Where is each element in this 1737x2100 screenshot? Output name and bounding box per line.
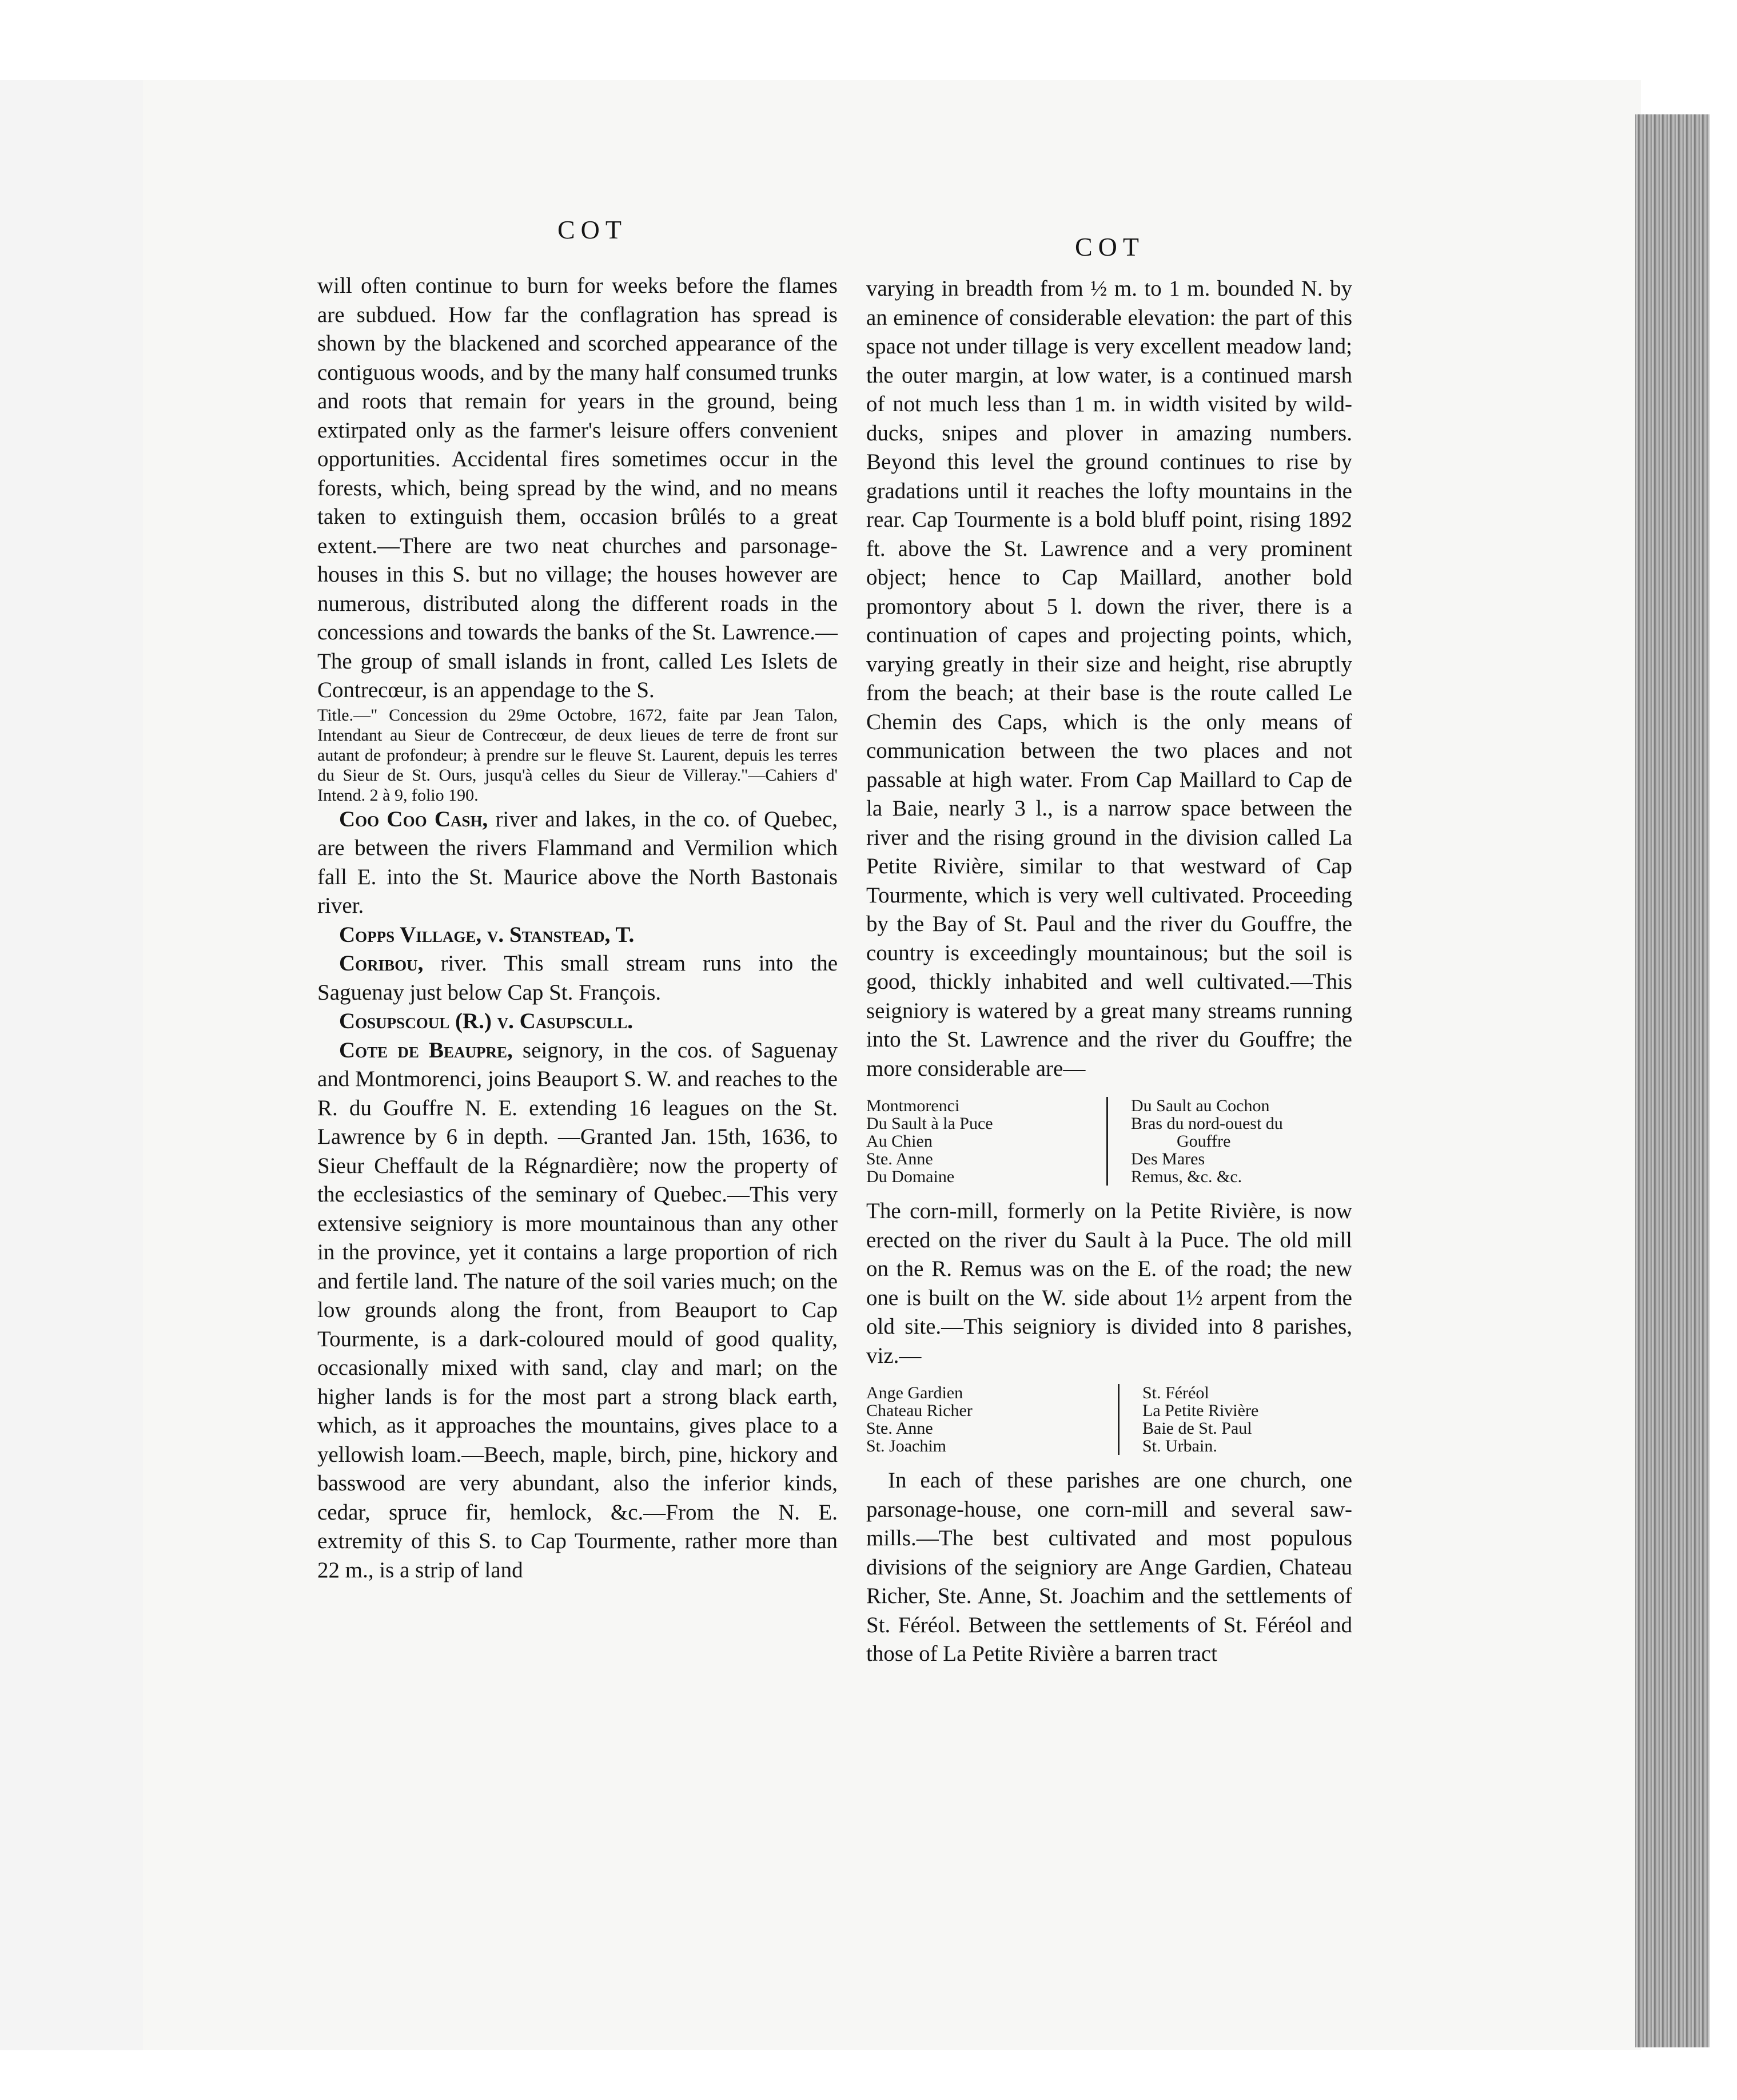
paragraph: In each of these parishes are one church, one parsonage-house, one corn-mill and several saw-mills.—The best cultivated and most populous divisions of the seigniory are Ange Gardien, Chateau Richer, Ste. Anne, St. Joachim and the settlements of St. Féréol. Between the settlements of St. Féréol and those of La Petite Rivière a barren tract — [866, 1468, 1352, 1666]
list-item: Remus, &c. &c. — [1131, 1167, 1242, 1186]
list-item: Des Mares — [1131, 1150, 1205, 1168]
entry-head: Cote de Beaupre, — [339, 1037, 513, 1063]
parishes-right-list — [1118, 1384, 1352, 1455]
list-item: Chateau Richer — [866, 1401, 973, 1420]
list-item: Ste. Anne — [866, 1150, 933, 1168]
list-item: Ange Gardien — [866, 1383, 963, 1402]
list-item: Du Sault au Cochon — [1131, 1096, 1270, 1115]
list-item: St. Féréol — [1142, 1383, 1209, 1402]
entry-text: seignory, in the cos. of Saguenay and Montmorenci, joins Beauport S. W. and reaches to the R. du Gouffre N. E. extending 16 leagues on the St. Lawrence by 6 in depth. —Granted Jan. 15th, 1636, to Sieur Cheffault de la Régnardière; now the property of the ecclesiastics of the seminary of Quebec.—This very extensive seigniory is more mountainous than any other in the province, yet it contains a large proportion of rich and fertile land. The nature of the soil varies much; on the low grounds along the front, from Beauport to Cap Tourmente, is a dark-coloured mould of good quality, occasionally mixed with sand, clay and marl; on the higher lands is for the most part a strong black earth, which, as it approaches the mountains, gives place to a yellowish loam.—Beech, maple, birch, pine, hickory and basswood are very abundant, also the inferior kinds, cedar, spruce fir, hemlock, &c.—From the N. E. extremity of this S. to Cap Tourmente, rather more than 22 m., is a strip of land — [317, 1037, 838, 1582]
entry-text: river and lakes, in the co. of Quebec, are between the rivers Flammand and Vermilion which fall E. into the St. Maurice above the North Bastonais river. — [317, 806, 838, 918]
streams-right-list — [1106, 1097, 1352, 1186]
parishes-left-list — [866, 1384, 1118, 1455]
paragraph: will often continue to burn for weeks before the flames are subdued. How far the conflagration has spread is shown by the blackened and scorched appearance of the contiguous woods, and by the many half consumed trunks and roots that remain for years in the ground, being extirpated only as the farmer's leisure offers convenient opportunities. Accidental fires sometimes occur in the forests, which, being spread by the wind, and no means taken to extinguish them, occasion brûlés to a great extent.—There are two neat churches and parsonage-houses in this S. but no village; the houses however are numerous, distributed along the different roads in the concessions and towards the banks of the St. Lawrence.—The group of small islands in front, called Les Islets de Contrecœur, is an appendage to the S. — [317, 273, 838, 702]
left-column — [317, 272, 838, 1585]
entry-cote-de-beaupre — [317, 1036, 838, 1585]
right-running-header: COT — [1075, 232, 1145, 261]
left-running-header: COT — [557, 215, 627, 244]
entry-text: river. This small stream runs into the Saguenay just below Cap St. François. — [317, 951, 838, 1005]
list-item: Gouffre — [1177, 1132, 1231, 1151]
entry-head: Coo Coo Cash, — [339, 806, 488, 832]
book-edge — [1635, 114, 1710, 2047]
list-item: Au Chien — [866, 1132, 933, 1151]
list-item: Du Domaine — [866, 1167, 955, 1186]
paragraph: The corn-mill, formerly on la Petite Rivière, is now erected on the river du Sault à la Puce. The old mill on the R. Remus was on the E. of the road; the new one is built on the W. side about 1½ arpent from the old site.—This seigniory is divided into 8 parishes, viz.— — [866, 1199, 1352, 1368]
entry-head: Coribou, — [339, 951, 424, 976]
streams-table — [866, 1097, 1352, 1186]
paragraph: varying in breadth from ½ m. to 1 m. bounded N. by an eminence of considerable elevation: the part of this space not under tillage is very excellent meadow land; the outer margin, at low water, is a continued marsh of not much less than 1 m. in width visited by wild-ducks, snipes and plover in amazing numbers. Beyond this level the ground continues to rise by gradations until it reaches the lofty mountains in the rear. Cap Tourmente is a bold bluff point, rising 1892 ft. above the St. Lawrence and a very prominent object; hence to Cap Maillard, another bold promontory about 5 l. down the river, there is a continuation of capes and projecting points, which, varying greatly in their size and height, rise abruptly from the beach; at their base is the route called Le Chemin des Caps, which is the only means of communication between the two places and not passable at high water. From Cap Maillard to Cap de la Baie, nearly 3 l., is a narrow space between the river and the rising ground in the division called La Petite Rivière, similar to that westward of Cap Tourmente, which is very well cultivated. Proceeding by the Bay of St. Paul and the river du Gouffre, the country is exceedingly mountainous; but the soil is good, thickly inhabited and well cultivated.—This seigniory is watered by a great many streams running into the St. Lawrence and the river du Gouffre; the more considerable are— — [866, 276, 1352, 1081]
list-item: Baie de St. Paul — [1142, 1419, 1252, 1438]
list-item: Montmorenci — [866, 1096, 960, 1115]
entry-copps-village: Copps Village, v. Stanstead, T. — [339, 922, 635, 947]
right-column — [866, 275, 1352, 1669]
entry-coribou — [317, 949, 838, 1007]
list-item: St. Joachim — [866, 1437, 946, 1455]
list-item: Bras du nord-ouest du — [1131, 1114, 1283, 1133]
list-item: La Petite Rivière — [1142, 1401, 1259, 1420]
list-item: Ste. Anne — [866, 1419, 933, 1438]
title-note: Title.—" Concession du 29me Octobre, 1672, faite par Jean Talon, Intendant au Sieur de Contrecœur, de deux lieues de terre de front sur autant de profondeur; à prendre sur le fleuve St. Laurent, depuis les terres du Sieur de St. Ours, jusqu'à celles du Sieur de Villeray."—Cahiers d' Intend. 2 à 9, folio 190. — [317, 705, 838, 805]
streams-left-list — [866, 1097, 1106, 1186]
parishes-table — [866, 1384, 1352, 1455]
list-item: Du Sault à la Puce — [866, 1114, 993, 1133]
entry-cosupscoul: Cosupscoul (R.) v. Casupscull. — [339, 1009, 634, 1033]
entry-coo-coo-cash — [317, 805, 838, 921]
list-item: St. Urbain. — [1142, 1437, 1217, 1455]
left-page-margin — [0, 80, 145, 2050]
